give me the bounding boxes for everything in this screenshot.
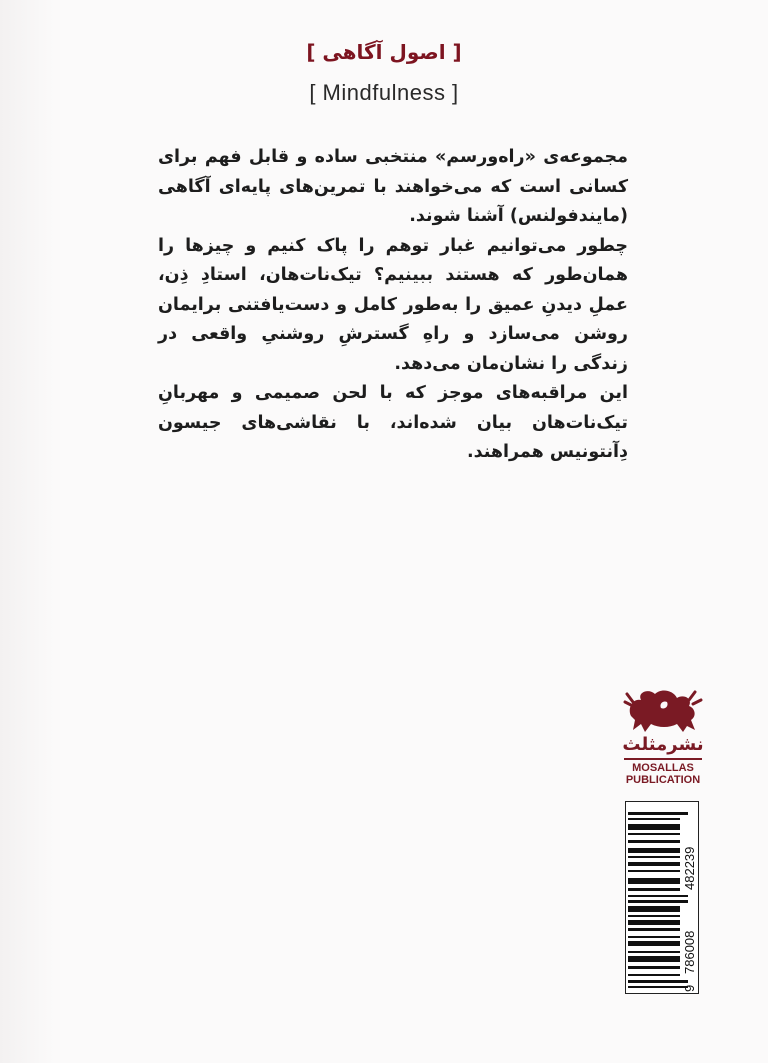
blurb-paragraph-1: مجموعه‌ی «راه‌ورسم» منتخبی ساده و قابل فهم برای کسانی است که می‌خواهند با تمرین‌های پایه‌ای آگاهی (مایندفولنس) آشنا شوند. [158, 147, 628, 226]
publisher-name-english-1: MOSALLAS [632, 762, 694, 774]
barcode-digit-group-3: 482239 [682, 846, 697, 890]
publisher-logo [620, 686, 706, 796]
barcode-digit-group-2: 786008 [682, 930, 697, 974]
blurb-text [158, 143, 628, 468]
isbn-barcode [625, 801, 699, 994]
blurb-paragraph-3: این مراقبه‌های موجز که با لحن صمیمی و مهربانِ تیک‌نات‌هان بیان شده‌اند، با نقاشی‌های جیسون دِآنتونیس همراهند. [158, 383, 628, 462]
publisher-name-persian: نشرمثلث [622, 734, 704, 755]
page-edge-shadow [0, 0, 55, 1063]
publisher-name-english-2: PUBLICATION [625, 774, 701, 786]
barcode-digit-1: 9 [682, 984, 697, 992]
barcode-digits [682, 802, 696, 992]
blurb-paragraph-2: چطور می‌توانیم غبار توهم را پاک کنیم و چیزها را همان‌طور که هستند ببینیم؟ تیک‌نات‌هان، استادِ ذِن، عملِ دیدنِ عمیق را به‌طور کامل و دست‌یافتنی برایمان روشن می‌سازد و راهِ گسترشِ روشنیِ واقعی در زندگی را نشان‌مان می‌دهد. [158, 235, 628, 374]
barcode-bars [628, 808, 688, 990]
lion-emblem-icon [623, 686, 703, 736]
book-title-english: [ Mindfulness ] [309, 80, 459, 105]
logo-divider [624, 758, 702, 760]
book-title-persian: [ اصول آگاهی ] [306, 40, 462, 64]
